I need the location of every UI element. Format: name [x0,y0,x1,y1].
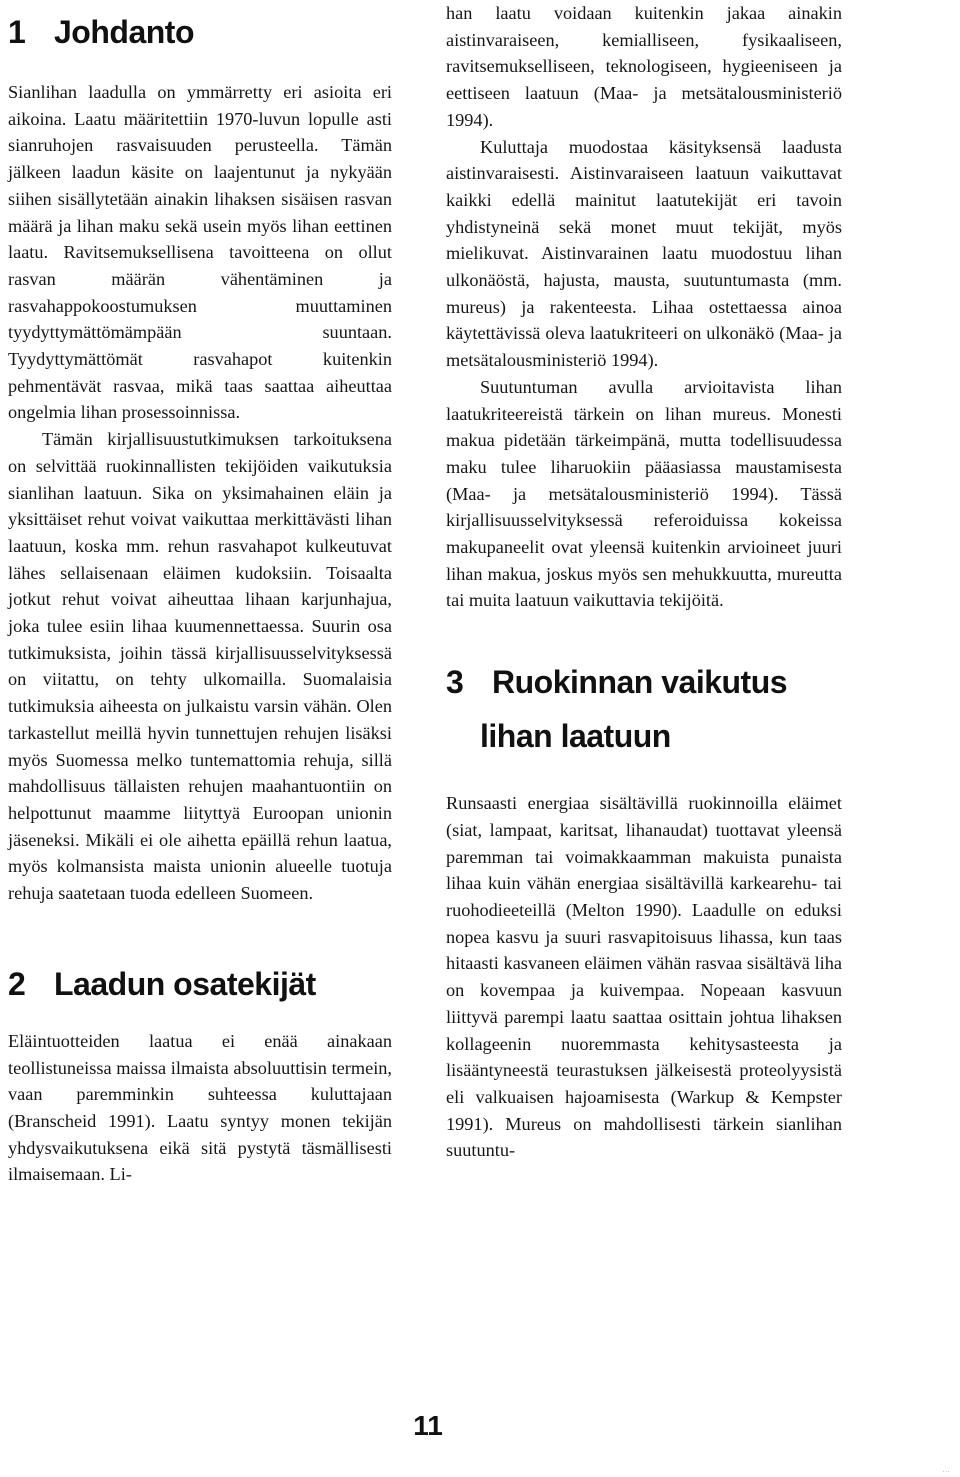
section-1-heading [8,12,392,52]
right-column [446,0,842,1164]
page-number: 11 [413,1410,443,1441]
quality-paragraph-1-continued: han laatu voidaan kuitenkin jakaa ainakin aistinvaraiseen, kemialliseen, fysikaaliseen, ravitsemukselliseen, teknologiseen, hygieeniseen ja eettiseen laatuun (Maa- ja metsätalousministeriö 1994). [446,3,842,130]
intro-paragraph-1: Sianlihan laadulla on ymmärretty eri asioita eri aikoina. Laatu määritettiin 1970-luvun lopulle asti sianruhojen rasvaisuuden perusteella. Tämän jälkeen laadun käsite on laajentunut ja nykyään siihen sisällytetään ainakin lihaksen sisäisen rasvan määrä ja lihan maku sekä usein myös lihan eettinen laatu. Ravitsemuksellisena tavoitteena on ollut rasvan määrän vähentäminen ja rasvahappokoostumuksen muuttaminen tyydyttymättömämpään suuntaan. Tyydyttymättömät rasvahapot kuitenkin pehmentävät rasvaa, mikä taas saattaa aiheuttaa ongelmia lihan prosessoinnissa. [8,82,392,423]
section-1-number: 1 [8,14,26,50]
quality-paragraph-3: Suutuntuman avulla arvioitavista lihan laatukriteereistä tärkein on lihan mureus. Monesti makua pidetään tärkeimpänä, mutta todellisuudessa maku tulee liharuokiin pääasiassa maustamisesta (Maa- ja metsätalousministeriö 1994). Tässä kirjallisuusselvityksessä referoiduissa kokeissa makupaneelit ovat yleensä kuitenkin arvioineet juuri lihan makua, joskus myös sen mehukkuutta, mureutta tai muita laatuun vaikuttavia tekijöitä. [446,376,842,611]
section-3-number: 3 [446,664,464,701]
section-2-title: Laadun osatekijät [54,965,316,1002]
intro-paragraph-2: Tämän kirjallisuustutkimuksen tarkoituksena on selvittää ruokinnallisten tekijöiden vaikutuksia sianlihan laatuun. Sika on yksimahainen eläin ja yksittäiset rehut voivat vaikuttaa merkittävästi lihan laatuun, koska mm. rehun rasvahapot kulkeutuvat lähes sellaisenaan eläimen kudoksiin. Toisaalta jotkut rehut voivat aiheuttaa lihaan karjunhajua, joka tulee esiin lihaa kuumennettaessa. Suurin osa tutkimuksista, joihin tässä kirjallisuusselvityksessä on viitattu, on tehty ulkomailla. Suomalaisia tutkimuksia aiheesta on julkaistu varsin vähän. Olen tarkastellut meillä hyvin tunnettujen rehujen lisäksi myös Suomessa melko tuntemattomia rehuja, sillä mahdollisuus tällaisten rehujen maahantuontiin on helpottunut maamme liityttyä Euroopan unionin jäseneksi. Mikäli ei ole aihetta epäillä rehun laatua, myös kolmansista maista unionin alueelle tuotuja rehuja saatetaan tuoda edelleen Suomeen. [8,429,392,904]
quality-paragraph-1-start: Eläintuotteiden laatua ei enää ainakaan teollistuneissa maissa ilmaista absoluuttisin termein, vaan paremminkin suhteessa kuluttajaan (Branscheid 1991). Laatu syntyy monen tekijän yhdysvaikutuksena eikä sitä pystytä täsmällisesti ilmaisemaan. Li- [8,1030,392,1185]
feeding-paragraph-1: Runsaasti energiaa sisältävillä ruokinnoilla eläimet (siat, lampaat, karitsat, lihanaudat) tuottavat yleensä paremman tai voimakkaamman makuista punaista lihaa kuin vähän energiaa sisältävillä karkearehu- tai ruohodieeteillä (Melton 1990). Laadulle on eduksi nopea kasvu ja suuri rasvapitoisuus lihassa, kun taas hitaasti kasvaneen eläimen vähän rasvaa sisältävä liha on kovempaa ja kuivempaa. Nopeaan kasvuun liittyvä parempi laatu saattaa osittain johtua lihaksen kollageenin nuoremmasta kehitysasteesta ja lisääntyneestä teurastuksen jälkeisestä proteolyysistä eli valkuaisen hajoamisesta (Warkup & Kempster 1991). Mureus on mahdollisesti tärkein sianlihan suutuntu- [446,793,842,1161]
corner-mark: ... [942,1467,950,1474]
section-1-title: Johdanto [54,14,194,50]
section-3-heading [446,662,842,756]
quality-paragraph-2: Kuluttaja muodostaa käsityksensä laadusta aistinvaraisesti. Aistinvaraiseen laatuun vaikuttavat kaikki edellä mainitut laatutekijät eri tavoin yhdistyneinä sekä monet muut tekijät, myös mielikuvat. Aistinvarainen laatu muodostuu lihan ulkonäöstä, hajusta, mausta, suutuntumasta (mm. mureus) ja rakenteesta. Lihaa ostettaessa ainoa käytettävissä oleva laatukriteeri on ulkonäkö (Maa- ja metsätalousministeriö 1994). [446,136,842,371]
section-2-number: 2 [8,965,26,1002]
section-3-title-line-2: lihan laatuun [480,718,671,755]
section-3-title-line-1: Ruokinnan vaikutus [492,664,788,701]
section-2-heading [8,964,392,1004]
left-column [8,0,392,1188]
